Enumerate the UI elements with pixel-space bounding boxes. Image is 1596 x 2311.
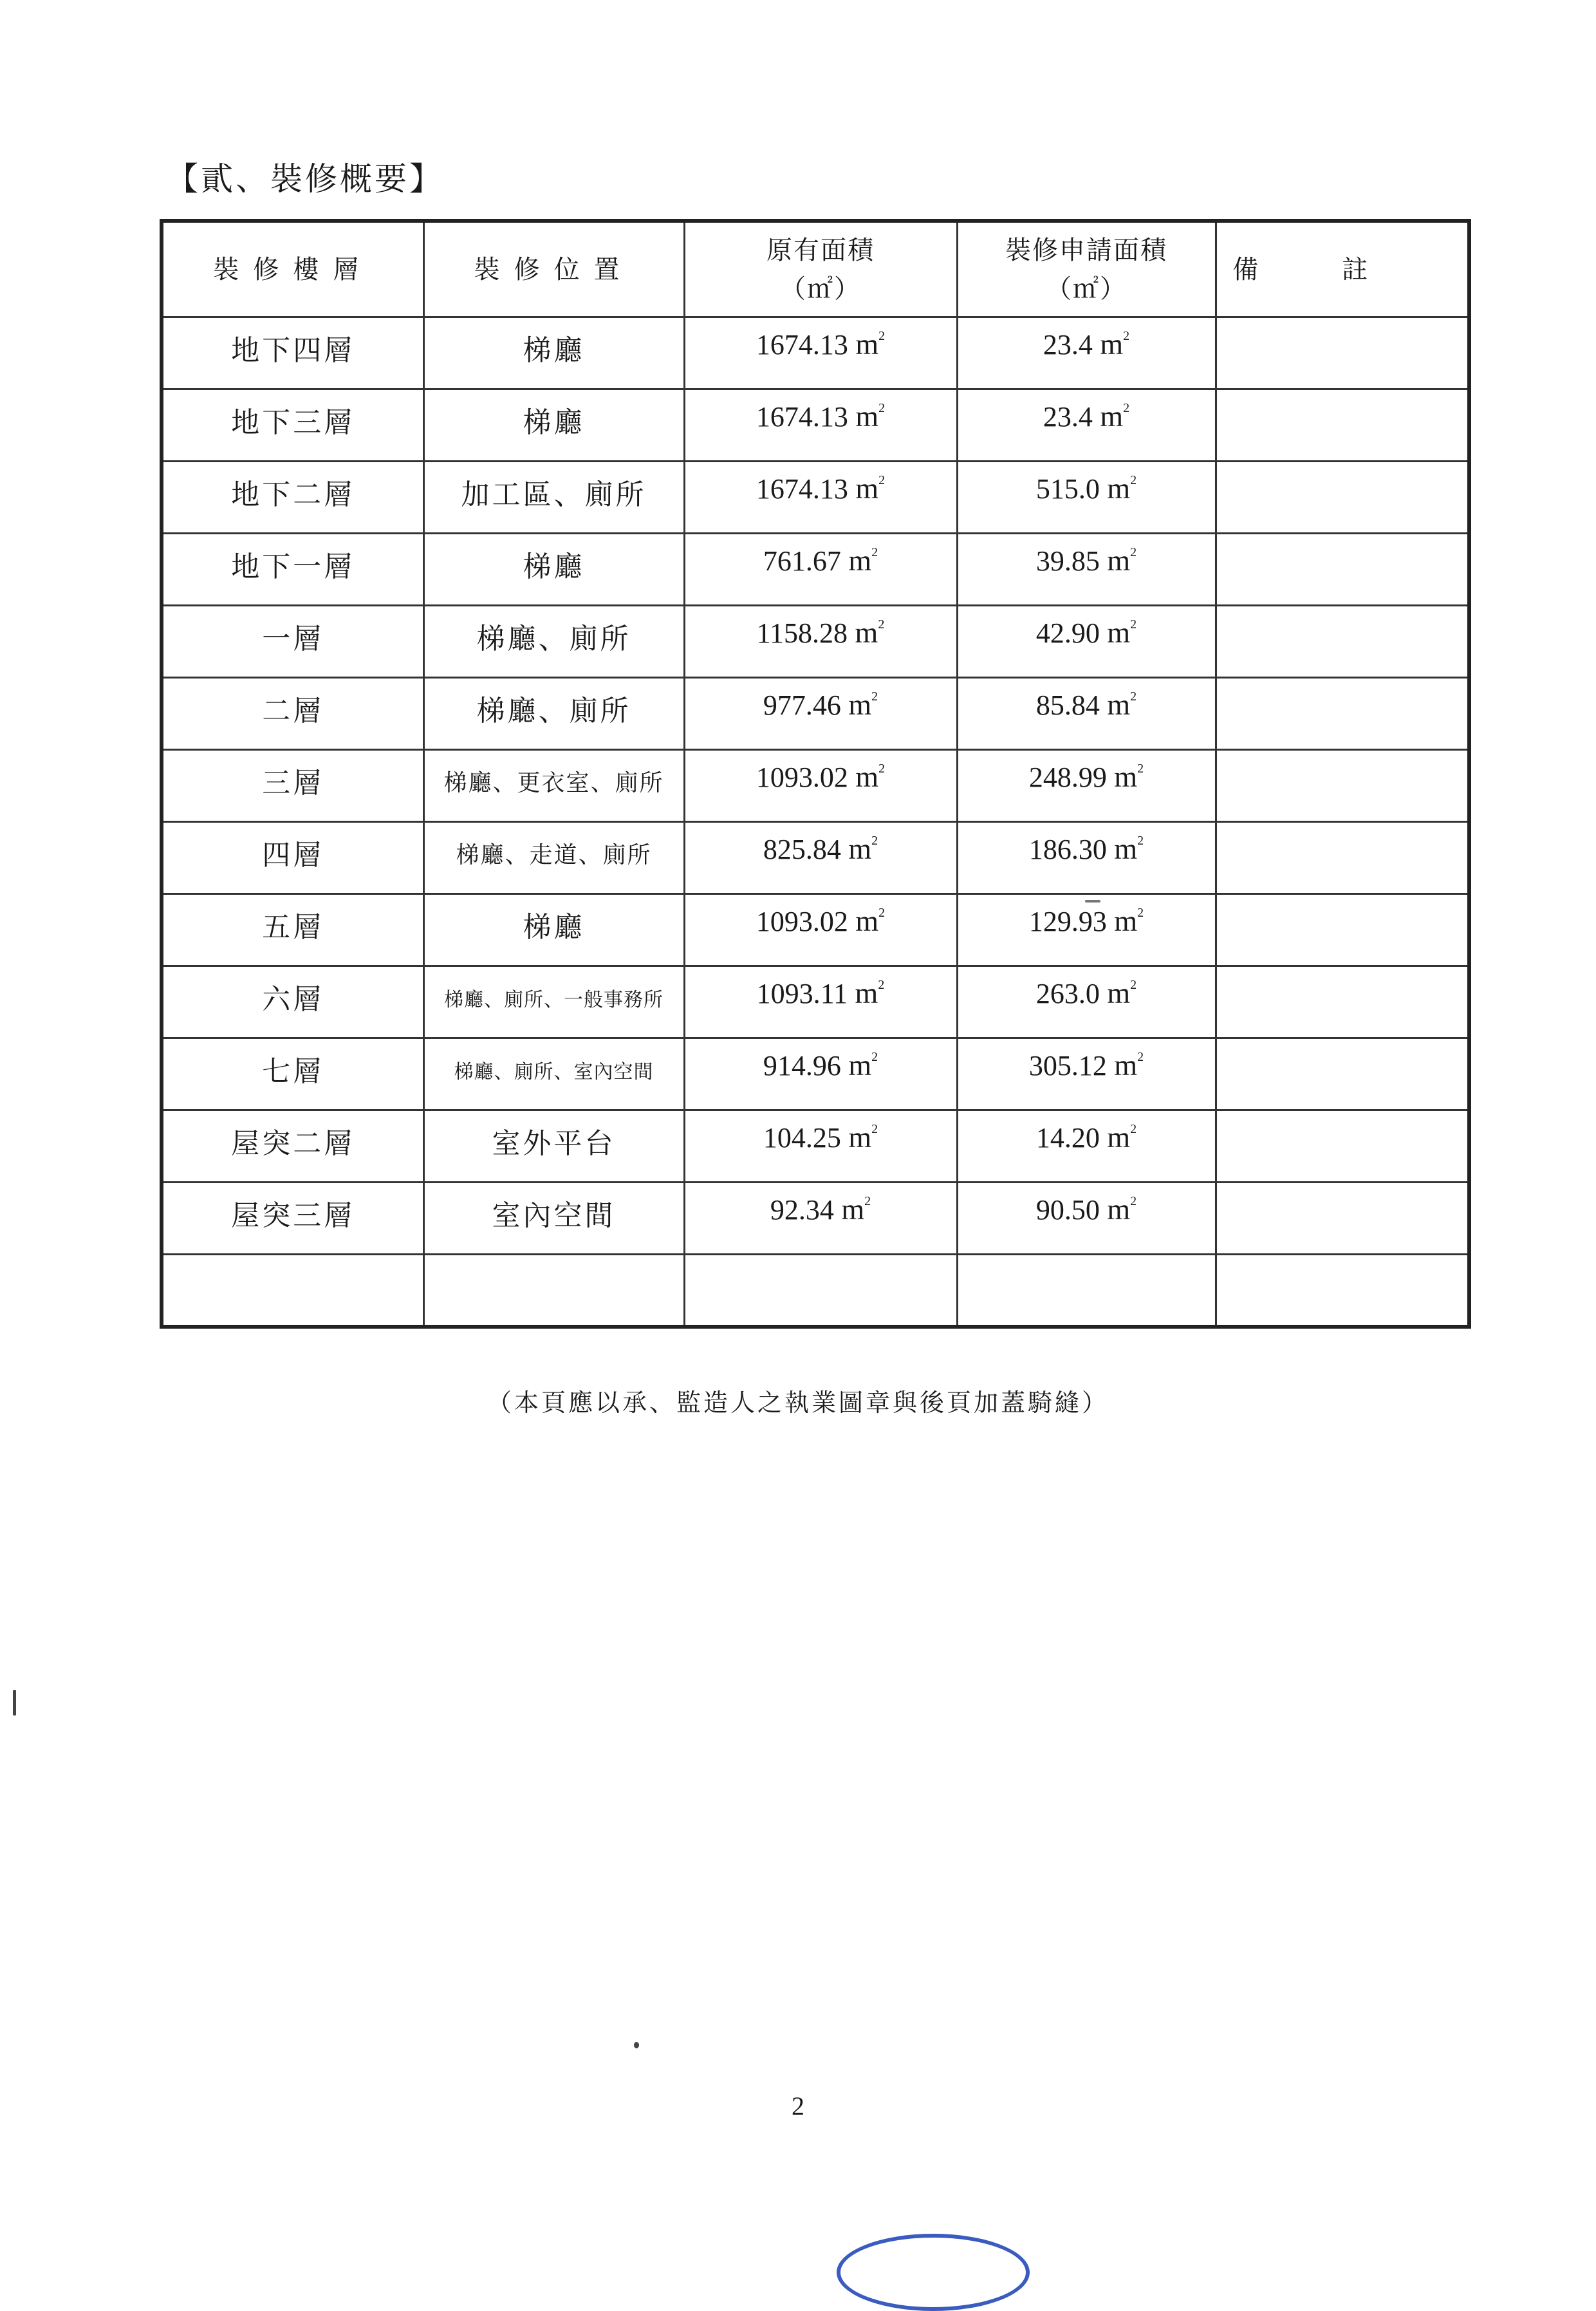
area-unit-superscript: 2 [878,906,886,920]
location-cell: 室內空間 [423,1183,684,1255]
area-unit-superscript: 2 [1130,617,1137,632]
area-unit-base: m [1100,328,1124,360]
area-unit-superscript: 2 [1123,329,1130,343]
location-cell: 梯廳、廁所 [423,606,684,678]
applied-area-value: 186.30 [1028,834,1107,865]
area-unit-base: m [1107,472,1131,505]
table-row [162,966,1469,1038]
area-unit-superscript: 2 [878,401,886,415]
original-area-value: 104.25 [763,1122,841,1154]
table-row [162,389,1469,462]
applied-area-value: 129.93 [1028,906,1107,937]
original-area-cell [684,750,957,822]
renovation-summary-table [160,219,1471,1329]
remarks-cell [1216,1110,1469,1183]
area-unit [1093,400,1129,433]
area-unit-base: m [1107,616,1131,649]
area-unit [841,1121,878,1154]
area-unit [1100,472,1137,505]
applied-area-value: 85.84 [1035,689,1100,721]
location-cell: 梯廳、走道、廁所 [423,822,684,894]
area-unit [1107,760,1144,793]
area-unit [1100,1193,1137,1226]
table-row [162,462,1469,534]
remarks-cell [1216,534,1469,606]
area-unit [834,1193,871,1226]
area-unit-superscript: 2 [1130,1194,1137,1208]
location-cell: 梯廳、更衣室、廁所 [423,750,684,822]
remarks-cell [1216,606,1469,678]
area-unit-base: m [848,688,872,721]
applied-area-value: 263.0 [1035,978,1100,1009]
original-area-cell [684,1038,957,1110]
area-unit-superscript: 2 [878,978,885,992]
area-unit-base: m [848,544,872,577]
applied-area-value: 23.4 [1043,329,1093,360]
applied-area-cell [957,317,1216,389]
original-area-cell [684,894,957,966]
area-unit-superscript: 2 [871,1122,878,1136]
remarks-cell [1216,389,1469,462]
area-unit-superscript: 2 [878,473,886,487]
original-area-value: 1674.13 [756,401,848,433]
table-row [162,750,1469,822]
remarks-cell [1216,462,1469,534]
area-unit-base: m [1107,977,1131,1009]
floor-cell: 地下四層 [162,317,423,389]
original-area-value: 1093.02 [756,906,848,937]
area-unit-superscript: 2 [1130,545,1137,559]
table-body [162,317,1469,1327]
applied-area-value: 39.85 [1035,545,1100,577]
area-unit [1100,616,1137,649]
floor-cell: 地下一層 [162,534,423,606]
floor-cell: 二層 [162,678,423,750]
area-unit-superscript: 2 [1130,1122,1137,1136]
original-area-cell [684,462,957,534]
applied-area-cell [957,822,1216,894]
table-row [162,678,1469,750]
floor-cell: 一層 [162,606,423,678]
empty-cell [684,1255,957,1327]
floor-cell: 屋突二層 [162,1110,423,1183]
area-unit-superscript: 2 [1130,473,1137,487]
area-unit [1107,904,1144,937]
header-original-area-unit: （㎡） [780,274,861,304]
scan-speck [13,1690,16,1716]
remarks-cell [1216,894,1469,966]
seal-stamp [837,2234,1030,2311]
table-row [162,317,1469,389]
area-unit [1100,1121,1137,1154]
area-unit-superscript: 2 [1123,401,1130,415]
original-area-value: 1674.13 [756,473,848,505]
area-unit [1107,1049,1144,1081]
original-area-value: 92.34 [770,1194,834,1226]
location-cell: 梯廳 [423,389,684,462]
applied-area-value: 14.20 [1035,1122,1100,1154]
area-unit-superscript: 2 [1130,689,1137,704]
table-row [162,606,1469,678]
area-unit-superscript: 2 [878,762,886,776]
original-area-cell [684,822,957,894]
floor-cell: 地下三層 [162,389,423,462]
header-applied-area-unit: （㎡） [1046,274,1127,304]
area-unit-base: m [1107,1121,1131,1154]
area-unit [848,904,885,937]
applied-area-value: 515.0 [1035,473,1100,505]
area-unit-superscript: 2 [871,689,878,704]
floor-cell: 地下二層 [162,462,423,534]
area-unit [848,472,885,505]
renovation-summary-table-container [160,219,1467,1329]
header-floor-label: 裝修樓層 [213,254,373,285]
table-row [162,1038,1469,1110]
area-unit-base: m [855,977,878,1009]
area-unit-base: m [1107,1193,1131,1226]
page-title: 【貳、裝修概要】 [166,160,444,198]
stamp-footnote: （本頁應以承、監造人之執業圖章與後頁加蓋騎縫） [487,1389,1109,1417]
area-unit-base: m [848,1049,872,1081]
location-cell: 梯廳、廁所、室內空間 [423,1038,684,1110]
applied-area-cell [957,678,1216,750]
header-original-area-label: 原有面積 [766,235,875,265]
area-unit [841,544,878,577]
area-unit [1093,328,1129,360]
original-area-cell [684,389,957,462]
header-remarks [1216,221,1469,317]
area-unit [841,1049,878,1081]
applied-area-cell [957,1110,1216,1183]
original-area-cell [684,1183,957,1255]
area-unit-base: m [1107,544,1131,577]
header-floor [162,221,423,317]
remarks-cell [1216,966,1469,1038]
applied-area-value: 42.90 [1035,617,1100,649]
applied-area-cell [957,1038,1216,1110]
applied-area-cell [957,389,1216,462]
applied-area-cell [957,462,1216,534]
area-unit [841,688,878,721]
location-cell: 梯廳 [423,894,684,966]
remarks-cell [1216,1183,1469,1255]
area-unit-superscript: 2 [871,1050,878,1064]
header-remarks-label: 備註 [1232,254,1452,285]
applied-area-cell [957,894,1216,966]
location-cell: 梯廳 [423,317,684,389]
header-applied-area-label: 裝修申請面積 [1005,235,1167,265]
table-row [162,894,1469,966]
area-unit [848,400,885,433]
original-area-cell [684,1110,957,1183]
location-cell: 梯廳、廁所 [423,678,684,750]
original-area-value: 977.46 [763,689,841,721]
location-cell: 加工區、廁所 [423,462,684,534]
location-cell: 梯廳、廁所、一般事務所 [423,966,684,1038]
remarks-cell [1216,750,1469,822]
area-unit [1100,544,1137,577]
applied-area-value: 248.99 [1028,762,1107,793]
empty-cell [1216,1255,1469,1327]
header-location [423,221,684,317]
original-area-value: 1158.28 [756,617,848,649]
table-row [162,534,1469,606]
area-unit-superscript: 2 [871,545,878,559]
applied-area-cell [957,534,1216,606]
table-header-row [162,221,1469,317]
scan-speck [1085,900,1100,903]
remarks-cell [1216,822,1469,894]
location-cell: 梯廳 [423,534,684,606]
area-unit-base: m [1114,904,1138,937]
table-row [162,822,1469,894]
area-unit-superscript: 2 [1130,978,1137,992]
page-number: 2 [792,2091,804,2120]
area-unit [848,977,884,1009]
applied-area-value: 305.12 [1028,1050,1107,1081]
remarks-cell [1216,1038,1469,1110]
floor-cell: 五層 [162,894,423,966]
area-unit-base: m [1100,400,1124,433]
area-unit-superscript: 2 [878,329,886,343]
area-unit-base: m [848,832,872,865]
area-unit-superscript: 2 [871,834,878,848]
empty-cell [423,1255,684,1327]
original-area-cell [684,317,957,389]
area-unit-base: m [855,472,879,505]
header-applied-area [957,221,1216,317]
applied-area-value: 23.4 [1043,401,1093,433]
remarks-cell [1216,317,1469,389]
area-unit-superscript: 2 [1137,1050,1144,1064]
area-unit-base: m [855,904,879,937]
original-area-cell [684,678,957,750]
applied-area-cell [957,606,1216,678]
original-area-value: 825.84 [763,834,841,865]
area-unit [848,328,885,360]
area-unit-superscript: 2 [878,617,885,632]
area-unit-base: m [841,1193,865,1226]
area-unit [848,760,885,793]
area-unit-base: m [855,760,879,793]
area-unit-base: m [1107,688,1131,721]
area-unit-superscript: 2 [1137,834,1144,848]
empty-cell [162,1255,423,1327]
floor-cell: 六層 [162,966,423,1038]
area-unit-base: m [1114,832,1138,865]
header-location-label: 裝修位置 [474,254,634,285]
floor-cell: 七層 [162,1038,423,1110]
header-original-area [684,221,957,317]
area-unit [1100,977,1137,1009]
original-area-value: 761.67 [763,545,841,577]
original-area-value: 1093.11 [756,978,848,1009]
applied-area-value: 90.50 [1035,1194,1100,1226]
area-unit [1100,688,1137,721]
area-unit [848,616,884,649]
area-unit-superscript: 2 [864,1194,871,1208]
area-unit [841,832,878,865]
area-unit [1107,832,1144,865]
table-row [162,1183,1469,1255]
area-unit-base: m [855,328,879,360]
original-area-cell [684,534,957,606]
remarks-cell [1216,678,1469,750]
applied-area-cell [957,966,1216,1038]
area-unit-superscript: 2 [1137,906,1144,920]
area-unit-base: m [855,400,879,433]
area-unit-base: m [848,1121,872,1154]
original-area-cell [684,606,957,678]
table-row [162,1110,1469,1183]
applied-area-cell [957,1183,1216,1255]
empty-cell [957,1255,1216,1327]
location-cell: 室外平台 [423,1110,684,1183]
floor-cell: 三層 [162,750,423,822]
original-area-value: 914.96 [763,1050,841,1081]
area-unit-base: m [855,616,878,649]
original-area-cell [684,966,957,1038]
original-area-value: 1674.13 [756,329,848,360]
applied-area-cell [957,750,1216,822]
scan-speck [634,2042,639,2048]
area-unit-base: m [1114,1049,1138,1081]
area-unit-base: m [1114,760,1138,793]
original-area-value: 1093.02 [756,762,848,793]
area-unit-superscript: 2 [1137,762,1144,776]
empty-table-row [162,1255,1469,1327]
floor-cell: 屋突三層 [162,1183,423,1255]
floor-cell: 四層 [162,822,423,894]
